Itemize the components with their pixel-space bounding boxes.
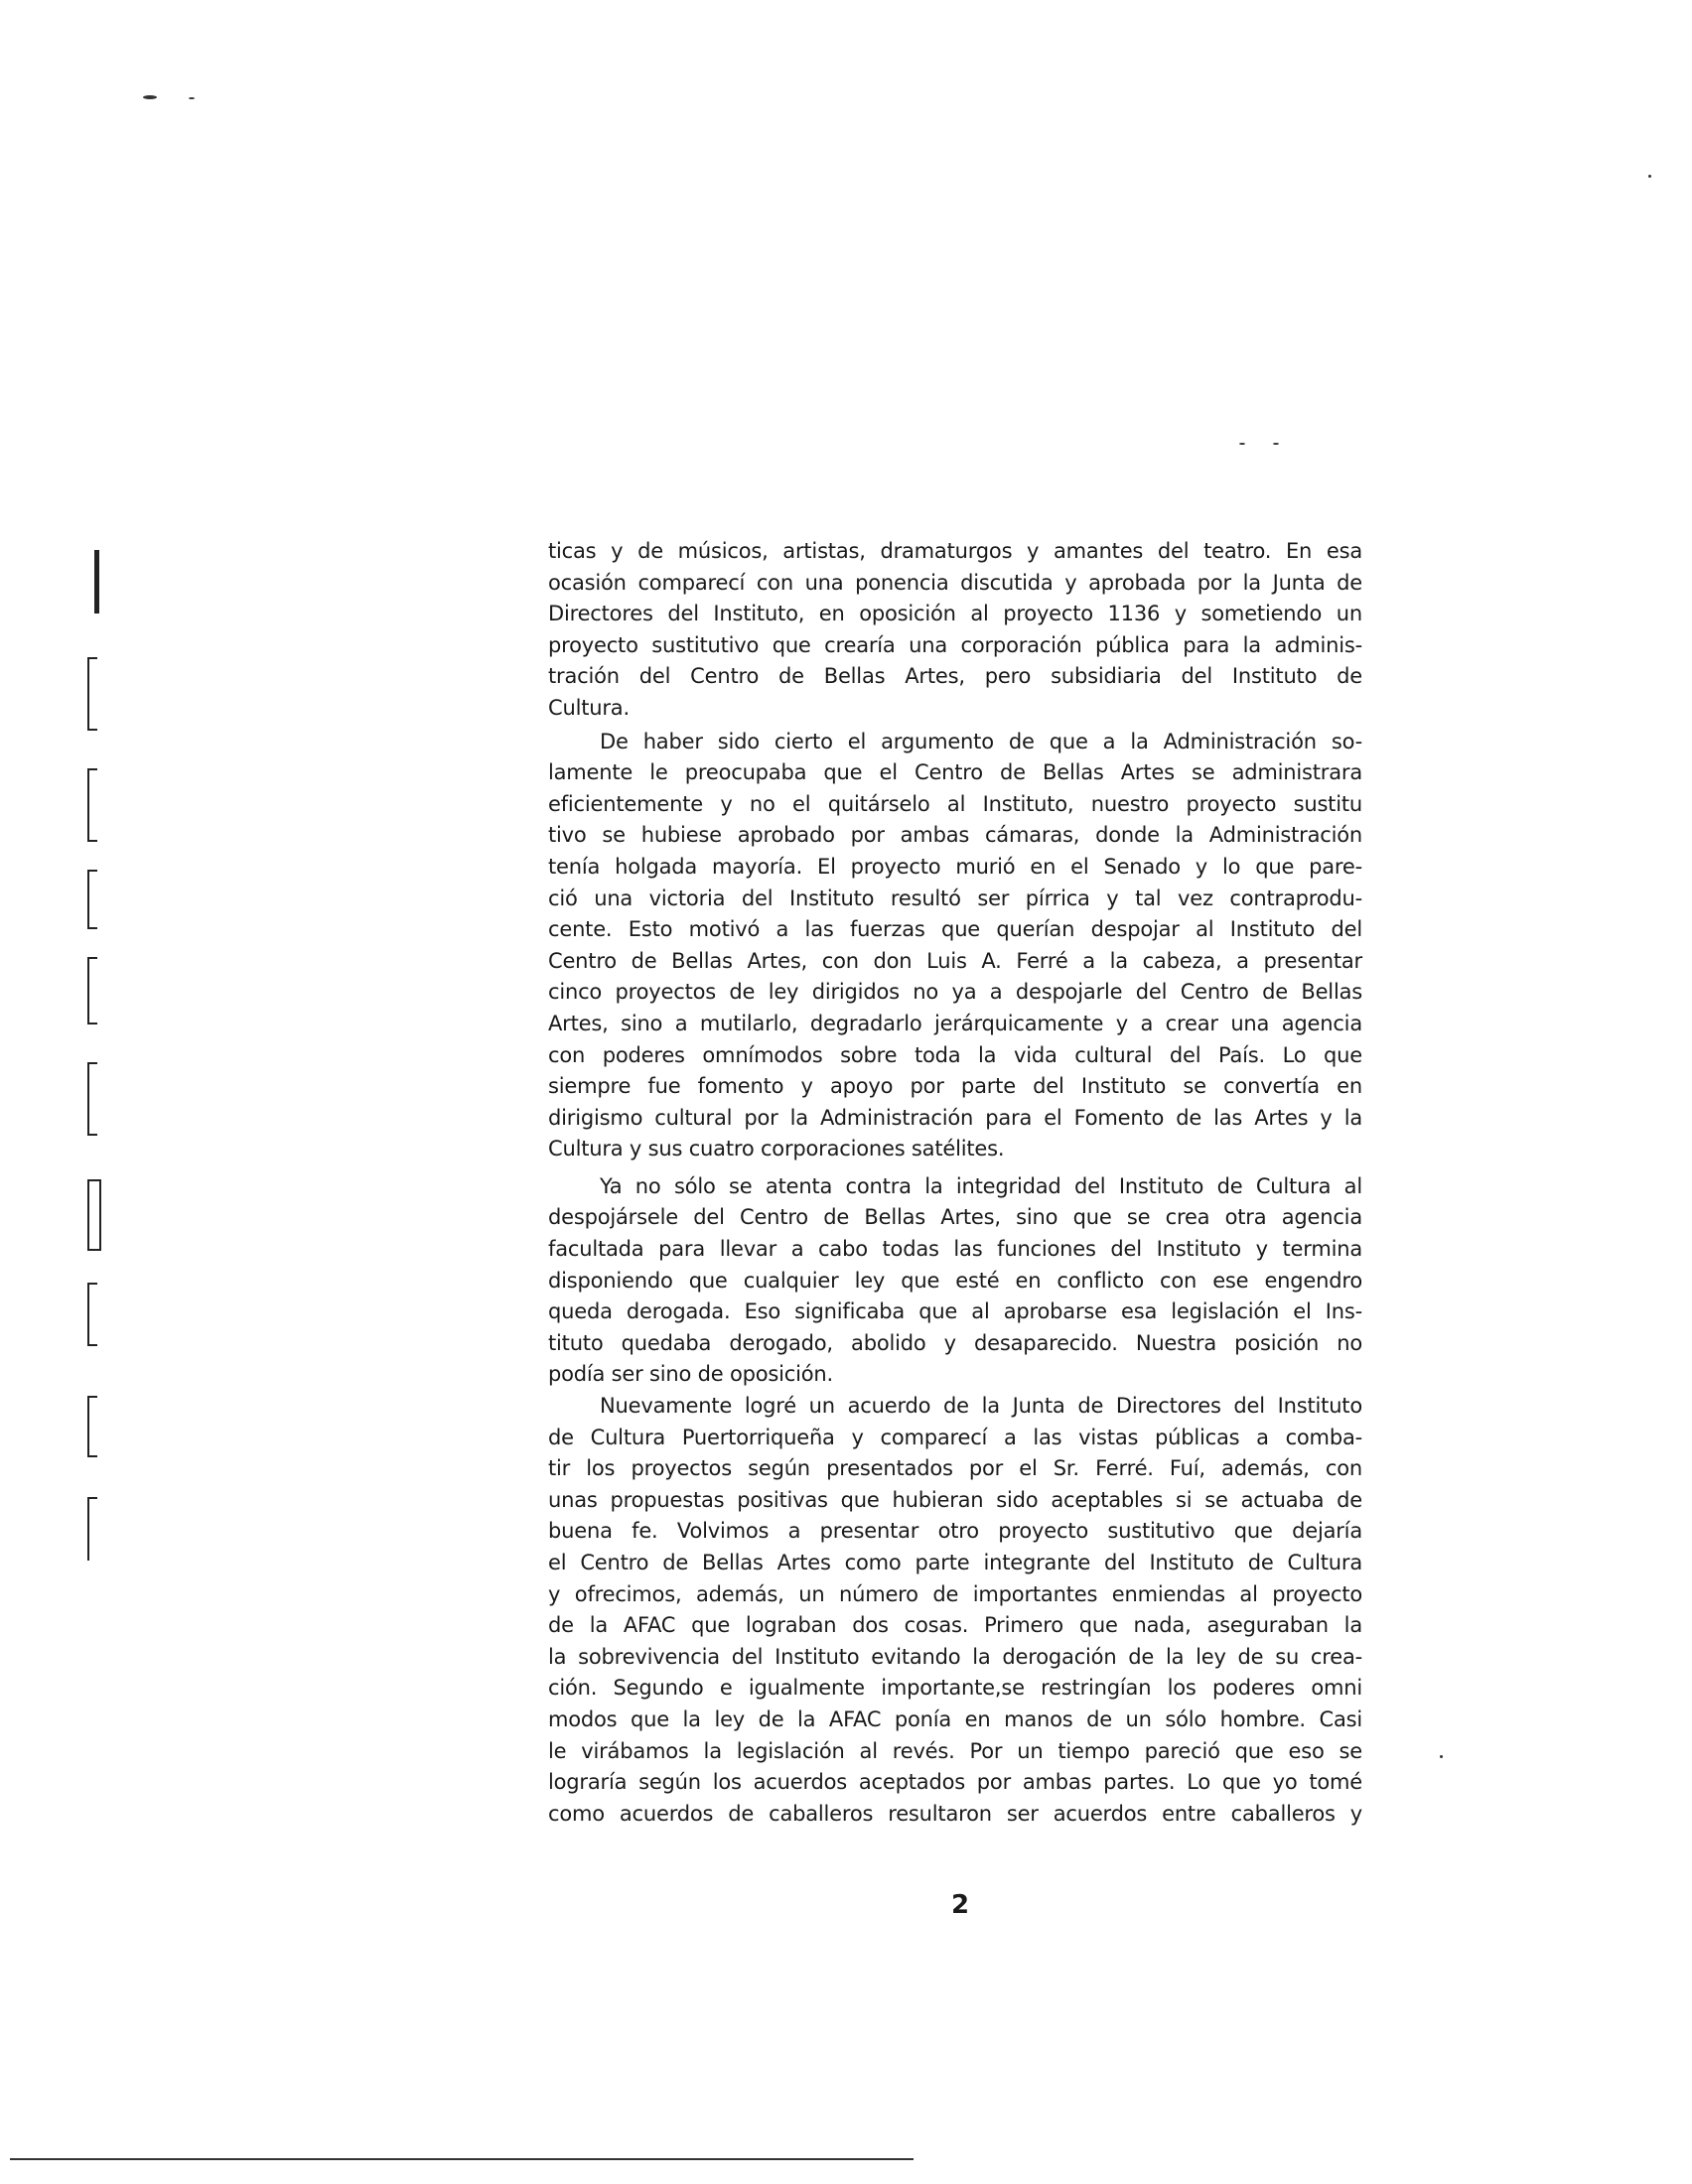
body-text — [548, 536, 1362, 1830]
text-line: cinco proyectos de ley dirigidos no ya a despojarle del Centro de Bellas — [548, 980, 1362, 1005]
text-line: ción. Segundo e igualmente importante,se restringían los poderes omni — [548, 1676, 1362, 1701]
text-line: le virábamos la legislación al revés. Por un tiempo pareció que eso se — [548, 1738, 1362, 1763]
text-line: tir los proyectos según presentados por el Sr. Ferré. Fuí, además, con — [548, 1456, 1362, 1481]
text-line: modos que la ley de la AFAC ponía en manos de un sólo hombre. Casi — [548, 1706, 1362, 1731]
text-line: facultada para llevar a cabo todas las funciones del Instituto y termina — [548, 1237, 1362, 1262]
scan-speck — [143, 95, 157, 99]
text-line: tración del Centro de Bellas Artes, pero subsidiaria del Instituto de — [548, 664, 1362, 689]
text-line: podía ser sino de oposición. — [548, 1362, 834, 1387]
text-line: dirigismo cultural por la Administración para el Fomento de las Artes y la — [548, 1105, 1362, 1130]
text-line: Nuevamente logré un acuerdo de la Junta de Directores del Instituto — [600, 1394, 1362, 1419]
text-line: eficientemente y no el quitárselo al Instituto, nuestro proyecto sustitu — [548, 791, 1362, 816]
text-line: Ya no sólo se atenta contra la integridad del Instituto de Cultura al — [600, 1173, 1362, 1198]
text-line: proyecto sustitutivo que crearía una corporación pública para la adminis- — [548, 632, 1362, 657]
scan-speck — [1648, 175, 1651, 178]
paragraph-2 — [548, 727, 1362, 1165]
text-line: cente. Esto motivó a las fuerzas que querían despojar al Instituto del — [548, 917, 1362, 942]
text-line: lamente le preocupaba que el Centro de Bellas Artes se administrara — [548, 760, 1362, 785]
text-line: despojársele del Centro de Bellas Artes, sino que se crea otra agencia — [548, 1205, 1362, 1230]
text-line: el Centro de Bellas Artes como parte integrante del Instituto de Cultura — [548, 1551, 1362, 1574]
text-line: ocasión comparecí con una ponencia discutida y aprobada por la Junta de — [548, 570, 1362, 595]
text-line: Centro de Bellas Artes, con don Luis A. Ferré a la cabeza, a presentar — [548, 948, 1362, 973]
text-line: con poderes omnímodos sobre toda la vida cultural del País. Lo que — [548, 1042, 1362, 1067]
text-line: tivo se hubiese aprobado por ambas cámaras, donde la Administración — [548, 823, 1362, 848]
scan-speck — [189, 97, 195, 99]
text-line: siempre fue fomento y apoyo por parte del Instituto se convertía en — [548, 1074, 1362, 1099]
paragraph-4 — [548, 1391, 1362, 1830]
text-line: queda derogada. Eso significaba que al aprobarse esa legislación el Ins- — [548, 1299, 1362, 1324]
text-line: de Cultura Puertorriqueña y comparecí a las vistas públicas a comba- — [548, 1425, 1362, 1449]
text-line: tituto quedaba derogado, abolido y desaparecido. Nuestra posición no — [548, 1330, 1362, 1355]
text-line: De haber sido cierto el argumento de que a la Administración so- — [600, 729, 1362, 753]
text-line: lograría según los acuerdos aceptados por ambas partes. Lo que yo tomé — [548, 1770, 1362, 1795]
paragraph-1 — [548, 536, 1362, 725]
text-line: tenía holgada mayoría. El proyecto murió en el Senado y lo que pare- — [548, 854, 1362, 879]
text-line: ció una victoria del Instituto resultó ser pírrica y tal vez contraprodu- — [548, 886, 1362, 910]
text-line: Cultura. — [548, 695, 630, 720]
text-line: Cultura y sus cuatro corporaciones satélites. — [548, 1137, 1005, 1161]
text-line: disponiendo que cualquier ley que esté en conflicto con ese engendro — [548, 1268, 1362, 1293]
text-line: la sobrevivencia del Instituto evitando la derogación de la ley de su crea- — [548, 1644, 1362, 1669]
text-line: como acuerdos de caballeros resultaron ser acuerdos entre caballeros y — [548, 1801, 1362, 1826]
text-line: Artes, sino a mutilarlo, degradarlo jerárquicamente y a crear una agencia — [548, 1011, 1362, 1035]
scan-edge-line — [10, 2158, 914, 2160]
text-line: unas propuestas positivas que hubieran sido aceptables si se actuaba de — [548, 1487, 1362, 1512]
text-line: ticas y de músicos, artistas, dramaturgos y amantes del teatro. En esa — [548, 539, 1362, 563]
text-line: buena fe. Volvimos a presentar otro proyecto sustitutivo que dejaría — [548, 1519, 1362, 1544]
scan-speck — [1440, 1755, 1443, 1758]
text-line: de la AFAC que lograban dos cosas. Primero que nada, aseguraban la — [548, 1613, 1362, 1638]
scan-speck — [1239, 443, 1245, 445]
text-line: Directores del Instituto, en oposición al proyecto 1136 y sometiendo un — [548, 602, 1362, 626]
paragraph-3 — [548, 1171, 1362, 1391]
scan-speck — [1273, 443, 1279, 445]
page-number: 2 — [951, 1890, 970, 1920]
text-line: y ofrecimos, además, un número de importantes enmiendas al proyecto — [548, 1581, 1362, 1606]
binding-edge-artifacts — [71, 536, 111, 1608]
